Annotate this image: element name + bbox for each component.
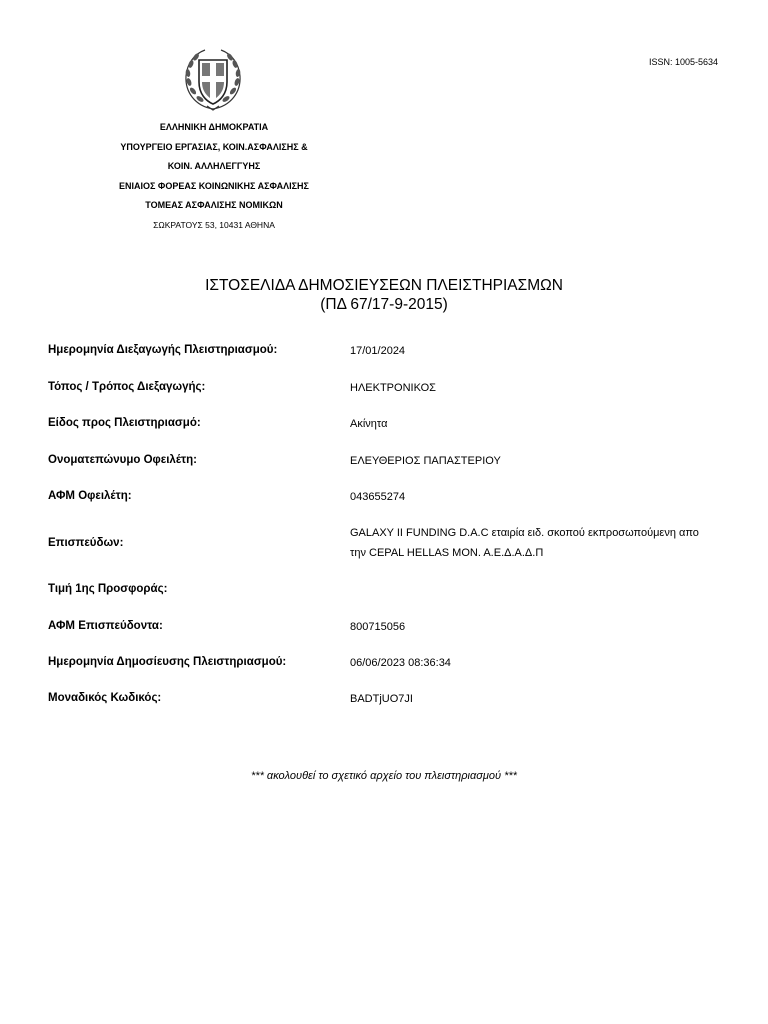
header-line-efka: ΕΝΙΑΙΟΣ ΦΟΡΕΑΣ ΚΟΙΝΩΝΙΚΗΣ ΑΣΦΑΛΙΣΗΣ [119,180,309,191]
field-label: ΑΦΜ Επισπεύδοντα: [48,620,163,632]
field-value: Ακίνητα [350,418,388,430]
greek-emblem-icon [181,46,245,112]
field-label: Τιμή 1ης Προσφοράς: [48,583,168,595]
field-label: Μοναδικός Κωδικός: [48,692,162,704]
attachment-note: *** ακολουθεί το σχετικό αρχείο του πλειστηριασμού *** [251,770,517,782]
field-value: ΗΛΕΚΤΡΟΝΙΚΟΣ [350,382,436,394]
header-line-republic: ΕΛΛΗΝΙΚΗ ΔΗΜΟΚΡΑΤΙΑ [159,122,269,132]
field-value: 17/01/2024 [350,345,406,357]
field-label: Επισπεύδων: [48,537,124,549]
field-label: Ημερομηνία Δημοσίευσης Πλειστηριασμού: [48,656,287,668]
issuer-header [84,118,344,235]
title-line-1: ΙΣΤΟΣΕΛΙΔΑ ΔΗΜΟΣΙΕΥΣΕΩΝ ΠΛΕΙΣΤΗΡΙΑΣΜΩΝ [205,277,563,294]
page-title [0,276,768,314]
header-line-ministry: ΥΠΟΥΡΓΕΙΟ ΕΡΓΑΣΙΑΣ, ΚΟΙΝ.ΑΣΦΑΛΙΣΗΣ & [120,141,308,152]
field-value [350,523,730,563]
field-value: 06/06/2023 08:36:34 [350,657,451,669]
issn-label: ISSN: 1005-5634 [648,57,718,67]
header-address: ΣΩΚΡΑΤΟΥΣ 53, 10431 ΑΘΗΝΑ [153,219,275,230]
field-value: ΒADTjUO7JI [350,693,413,705]
field-value: 800715056 [350,621,406,633]
field-label: Τόπος / Τρόπος Διεξαγωγής: [48,381,206,393]
title-line-2: (ΠΔ 67/17-9-2015) [320,296,448,313]
field-label: Είδος προς Πλειστηριασμό: [48,417,201,429]
field-value: ΕΛΕΥΘΕΡΙΟΣ ΠΑΠΑΣΤΕΡΙΟΥ [350,455,501,467]
header-line-ministry-cont: ΚΟΙΝ. ΑΛΛΗΛΕΓΓΥΗΣ [167,161,261,171]
field-label: ΑΦΜ Οφειλέτη: [48,490,132,502]
header-line-sector: ΤΟΜΕΑΣ ΑΣΦΑΛΙΣΗΣ ΝΟΜΙΚΩΝ [145,200,283,210]
field-value: 043655274 [350,491,406,503]
field-label: Ονοματεπώνυμο Οφειλέτη: [48,454,198,466]
field-label: Ημερομηνία Διεξαγωγής Πλειστηριασμού: [48,344,278,356]
creditor-value-line-1: GALAXY II FUNDING D.A.C εταιρία ειδ. σκοπού εκπροσωπούμενη απο [350,527,699,539]
creditor-value-line-2: την CEPAL HELLAS ΜΟΝ. Α.Ε.Δ.Α.Δ.Π [350,547,544,559]
